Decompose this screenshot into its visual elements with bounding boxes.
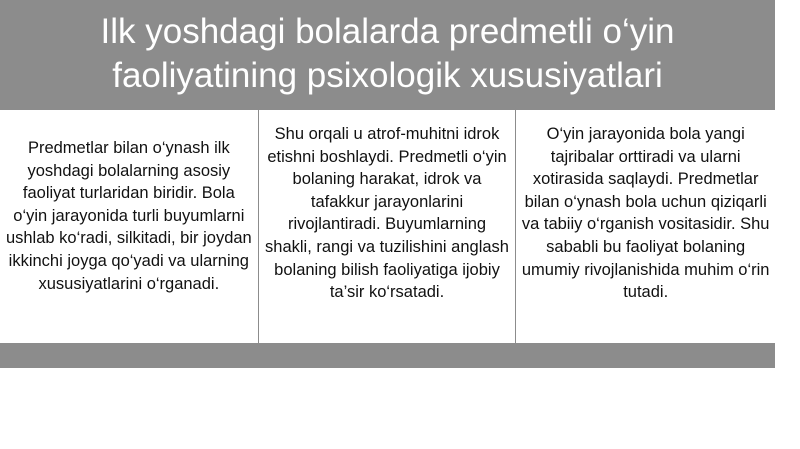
- slide-title: [0, 10, 775, 98]
- slide-title-line-1: Ilk yoshdagi bolalarda predmetli o‘yin: [100, 12, 675, 51]
- text-columns: [0, 110, 775, 343]
- slide-title-line-2: faoliyatining psixologik xususiyatlari: [112, 56, 663, 95]
- text-column-3: O‘yin jarayonida bola yangi tajribalar orttiradi va ularni xotirasida saqlaydi. Predmetlar bilan o‘ynash bola uchun qiziqarli va tabiiy o‘rganish vositasidir. Shu sababli bu faoliyat bolaning umumiy rivojlanishida muhim o‘rin tutadi.: [516, 110, 775, 343]
- text-column-1: Predmetlar bilan o‘ynash ilk yoshdagi bolalarning asosiy faoliyat turlaridan biridir. Bola o‘yin jarayonida turli buyumlarni ushlab ko‘radi, silkitadi, bir joydan ikkinchi joyga qo‘yadi va ularning xususiyatlarini o‘rganadi.: [0, 110, 258, 343]
- text-column-2: Shu orqali u atrof-muhitni idrok etishni boshlaydi. Predmetli o‘yin bolaning harakat, idrok va tafakkur jarayonlarini rivojlantiradi. Buyumlarning shakli, rangi va tuzilishini anglash bolaning bilish faoliyatiga ijobiy ta’sir ko‘rsatadi.: [259, 110, 516, 343]
